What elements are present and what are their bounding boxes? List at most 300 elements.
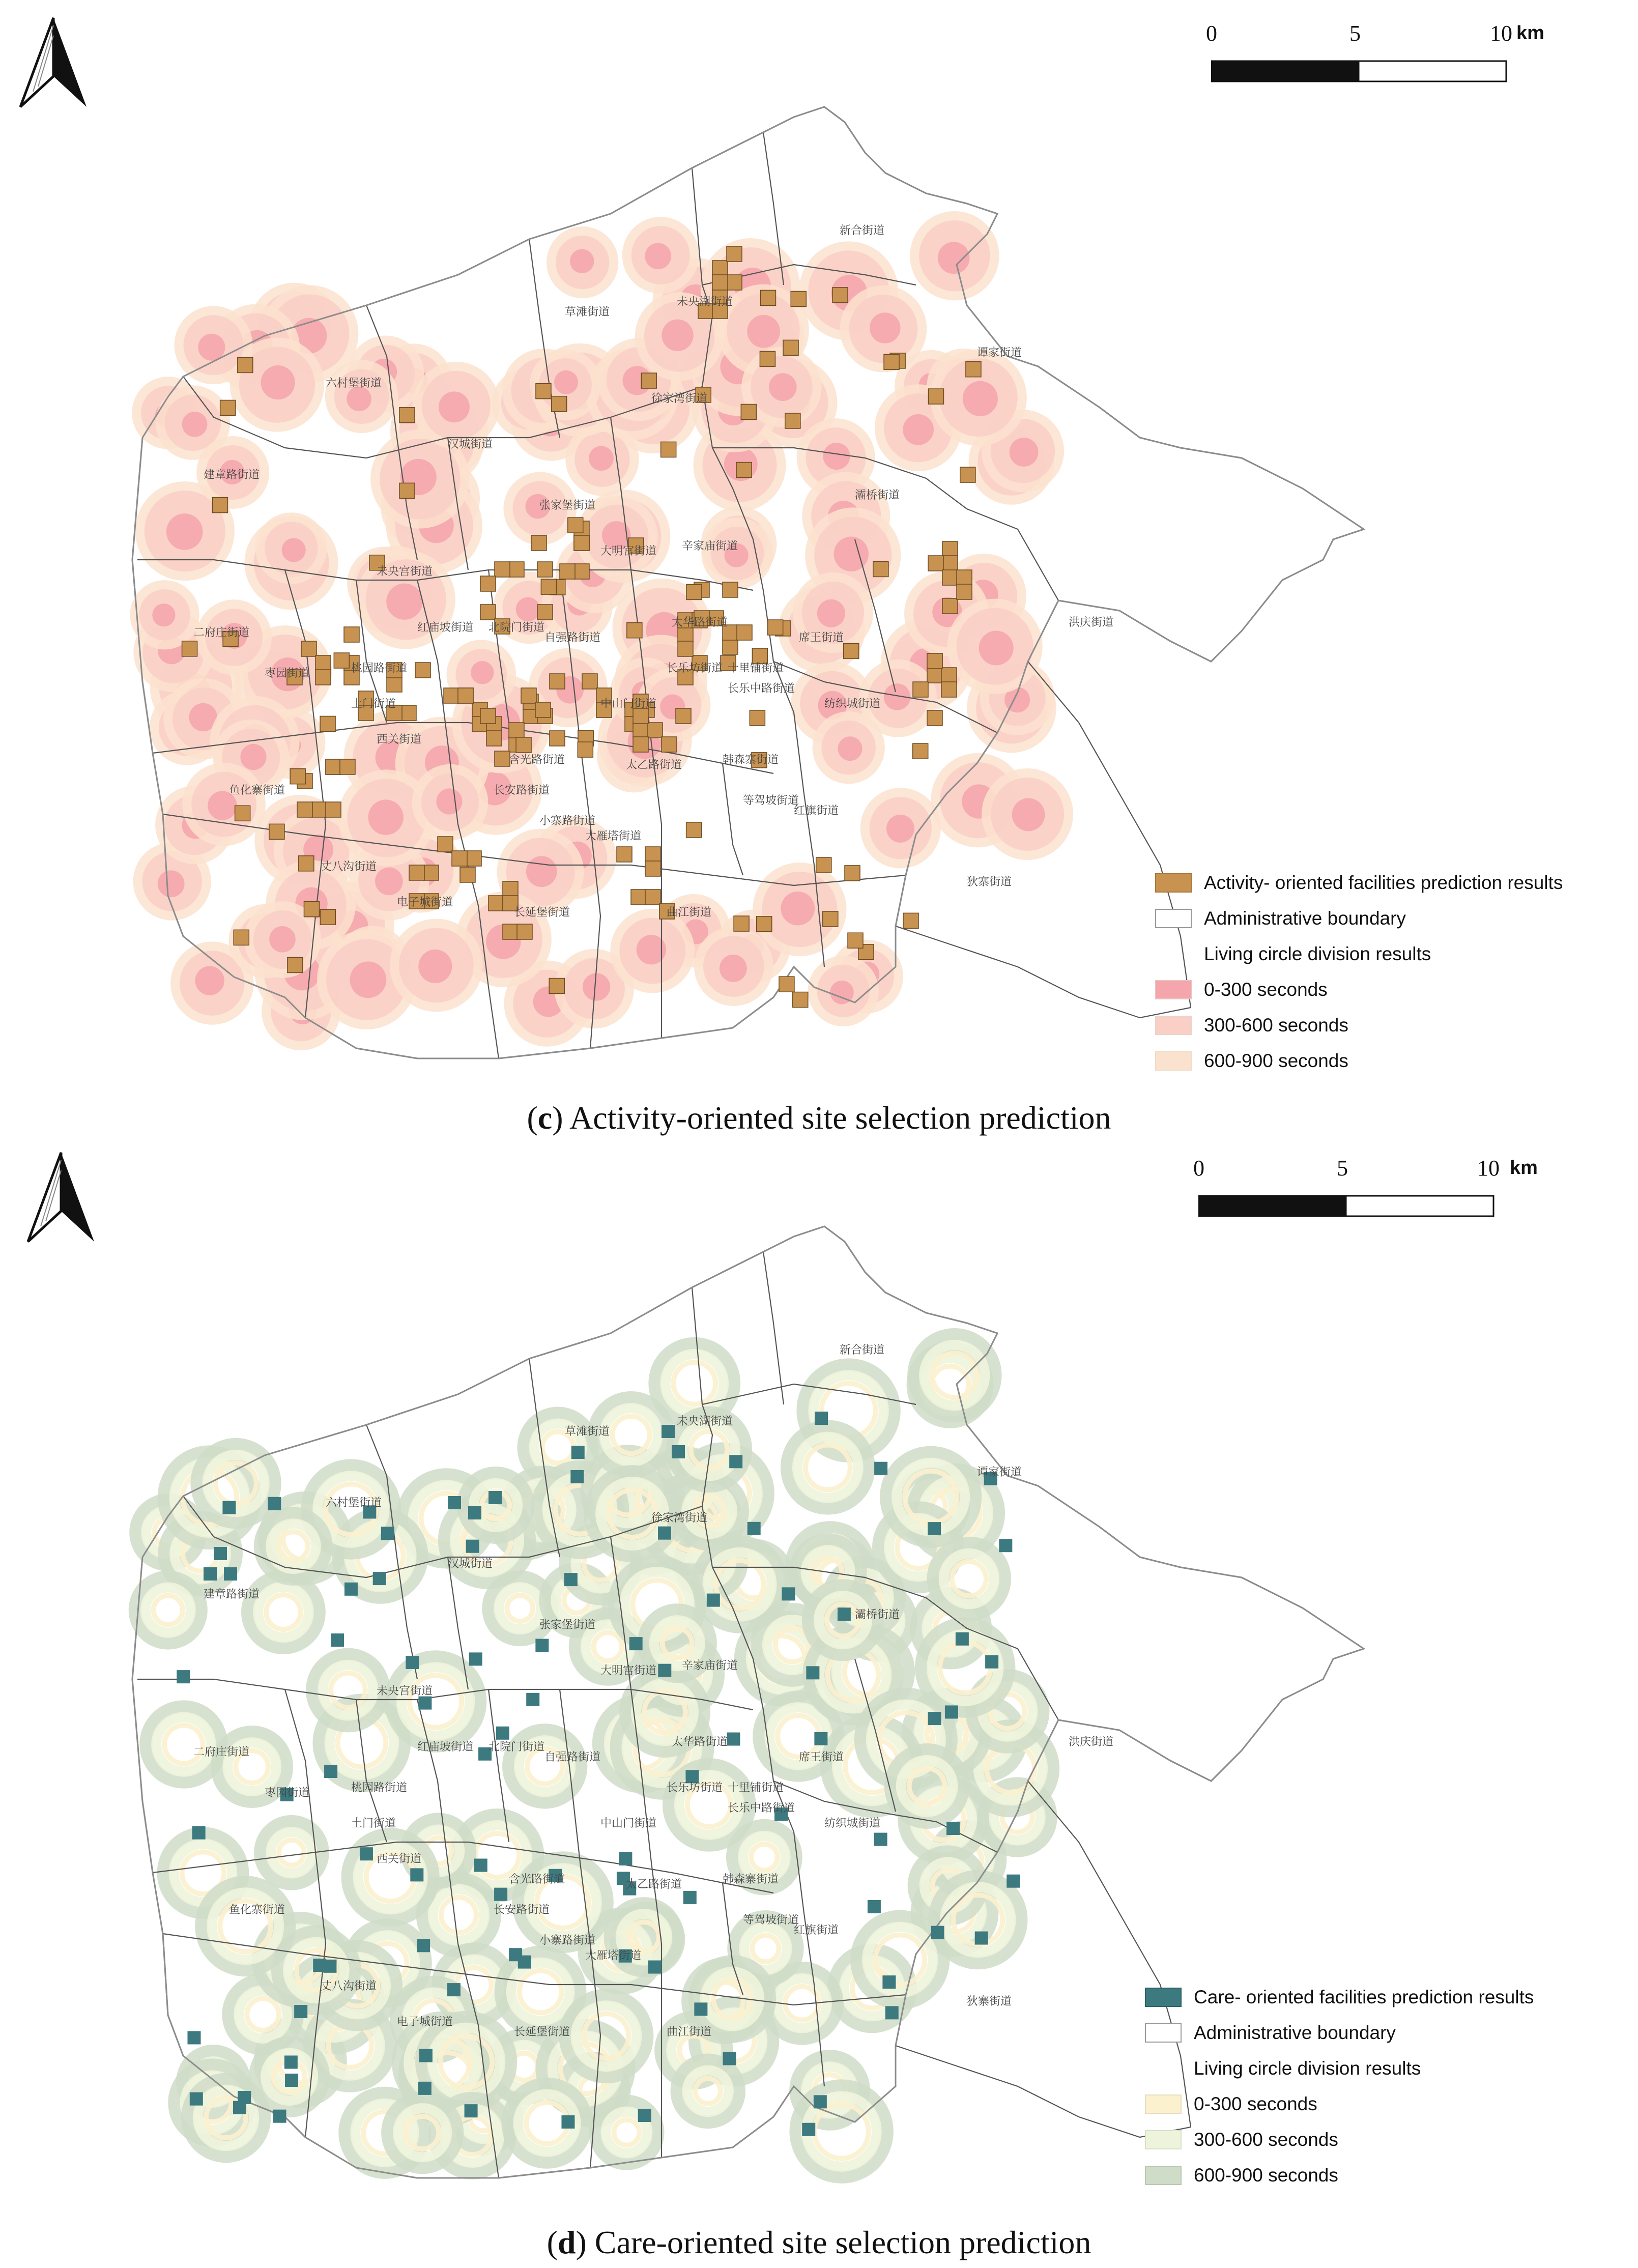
street-label: 张家堡街道: [539, 1619, 596, 1631]
living-circle-band: [870, 312, 901, 343]
facility-square: [550, 674, 565, 689]
living-circle-band: [769, 373, 797, 401]
facility-square: [447, 1983, 461, 1996]
living-circle-band: [645, 243, 671, 269]
street-label: 红旗街道: [794, 805, 839, 817]
facility-square: [574, 535, 589, 551]
facility-square: [571, 1446, 585, 1459]
facility-square: [509, 1948, 522, 1961]
facility-square: [448, 1496, 461, 1509]
street-label: 长乐坊街道: [667, 662, 723, 675]
facility-square: [627, 623, 642, 638]
street-label: 等驾坡街道: [743, 794, 799, 807]
legend-band-1-swatch: [1155, 1016, 1192, 1035]
facility-square: [768, 620, 783, 635]
caption-c: (c) Activity-oriented site selection prediction: [527, 1100, 1111, 1136]
legend-band-2-swatch: [1145, 2166, 1182, 2185]
facility-square: [672, 1445, 685, 1458]
facility-square: [315, 670, 331, 685]
street-label: 长乐中路街道: [728, 1802, 795, 1815]
street-label: 丈八沟街道: [321, 1980, 377, 1993]
facility-square: [480, 576, 496, 591]
facility-square: [928, 389, 943, 404]
facility-square: [638, 2109, 651, 2122]
legend-band-0-label: 0-300 seconds: [1194, 2093, 1317, 2114]
facility-square: [297, 802, 312, 817]
facility-square: [957, 584, 972, 599]
legend-band-0: [1155, 972, 1563, 1008]
facility-square: [793, 992, 808, 1008]
facility-square: [344, 627, 359, 642]
scale-bar: [1193, 1155, 1538, 1221]
facility-square: [578, 742, 593, 757]
facility-square: [658, 1664, 671, 1677]
district-boundary: [896, 926, 1191, 1018]
street-label: 辛家庙街道: [682, 1659, 738, 1672]
facility-square: [873, 561, 888, 577]
facility-square: [417, 1939, 430, 1952]
street-label: 北院门街道: [488, 621, 545, 634]
street-label: 电子城街道: [397, 2016, 453, 2028]
facility-square: [495, 562, 510, 577]
facility-square: [509, 562, 524, 577]
facility-square: [617, 847, 632, 862]
facility-square: [931, 1926, 944, 1939]
facility-square: [503, 924, 518, 939]
street-label: 十里铺街道: [728, 1782, 784, 1794]
street-label: 土门街道: [351, 698, 396, 710]
facility-square: [913, 743, 928, 759]
facility-square: [488, 1491, 502, 1504]
facility-square: [458, 688, 473, 703]
legend-band-1-swatch: [1145, 2130, 1182, 2149]
scale-bar: [1206, 20, 1544, 87]
facility-square: [645, 889, 660, 905]
living-circle-band: [781, 892, 815, 926]
street-label: 韩森寨街道: [723, 1873, 779, 1886]
street-label: 洪庆街道: [1069, 616, 1114, 629]
scale-unit: km: [1516, 22, 1544, 44]
facility-square: [222, 1501, 236, 1514]
street-label: 桃园路街道: [351, 662, 408, 675]
street-label: 曲江街道: [667, 906, 712, 919]
caption-d: (d) Care-oriented site selection prediction: [547, 2224, 1091, 2260]
street-label: 韩森寨街道: [723, 754, 779, 766]
street-label: 草滩街道: [565, 1425, 610, 1438]
living-circle-band: [583, 973, 610, 1000]
living-circle-band: [838, 736, 863, 761]
street-label: 曲江街道: [667, 2026, 712, 2039]
facility-square: [874, 1462, 887, 1475]
facility-square: [785, 413, 800, 428]
facility-square: [509, 723, 524, 738]
facility-square: [460, 867, 475, 882]
facility-square: [727, 246, 742, 262]
facility-square: [503, 881, 518, 897]
facility-square: [495, 751, 510, 766]
living-circle-band: [720, 955, 747, 982]
street-label: 张家堡街道: [539, 499, 596, 512]
facility-square: [760, 351, 775, 366]
street-label: 纺织城街道: [824, 1817, 881, 1830]
facility-square: [686, 822, 702, 838]
street-label: 六村堡街道: [326, 1497, 382, 1509]
living-circle-band: [439, 391, 470, 422]
street-label: 鱼化寨街道: [229, 1904, 285, 1916]
facility-square: [517, 924, 532, 939]
facility-square: [399, 483, 415, 498]
facility-square: [782, 1587, 795, 1600]
facility-square: [387, 677, 402, 692]
facility-square: [633, 708, 648, 724]
facility-square: [315, 655, 331, 671]
legend-facility: [1155, 865, 1563, 901]
facility-square: [633, 737, 648, 752]
caption-d-letter: d: [557, 2224, 576, 2260]
living-circle-band: [526, 856, 557, 887]
facility-square: [418, 2082, 432, 2095]
facility-square: [288, 958, 303, 973]
facility-square: [727, 1733, 740, 1746]
facility-square: [541, 579, 556, 594]
facility-square: [750, 710, 765, 726]
facility-square: [823, 911, 838, 927]
living-circle-band: [979, 630, 1014, 665]
legend-band-1: [1155, 1008, 1563, 1043]
facility-square: [985, 1655, 998, 1669]
facility-square: [423, 865, 439, 880]
street-label: 徐家湾街道: [651, 392, 708, 405]
facility-square: [814, 2095, 827, 2108]
street-label: 大雁塔街道: [585, 1949, 642, 1962]
facility-square: [723, 582, 738, 597]
facility-square: [658, 1527, 671, 1540]
street-label: 中山门街道: [600, 1817, 657, 1830]
street-label: 建章路街道: [204, 469, 260, 481]
facility-square: [966, 362, 981, 377]
legend: [1155, 865, 1563, 1079]
legend-boundary-swatch: [1145, 2023, 1182, 2043]
street-label: 长延堡街道: [514, 2026, 570, 2039]
facility-square: [662, 1425, 675, 1438]
facility-square: [496, 1727, 509, 1740]
facility-square: [884, 354, 899, 369]
facility-square: [480, 605, 496, 620]
facility-square: [845, 866, 860, 881]
street-label: 中山门街道: [600, 698, 657, 710]
legend-facility-swatch: [1155, 873, 1192, 893]
facility-square: [802, 2123, 815, 2136]
facility-square: [791, 292, 806, 307]
street-label: 大明宫街道: [600, 1664, 657, 1677]
street-label: 草滩街道: [565, 306, 610, 319]
street-label: 红旗街道: [794, 1924, 839, 1937]
street-label: 未央湖街道: [677, 296, 733, 308]
facility-square: [678, 627, 693, 642]
facility-square: [806, 1666, 819, 1679]
facility-square: [946, 1822, 960, 1835]
facility-square: [560, 564, 575, 579]
facility-square: [683, 1891, 697, 1904]
facility-square: [238, 357, 253, 372]
facility-square: [956, 1632, 969, 1646]
facility-square: [192, 1826, 206, 1840]
living-circle-band: [350, 961, 387, 998]
facility-square: [521, 688, 536, 703]
street-label: 长安路街道: [494, 784, 550, 797]
street-label: 徐家湾街道: [651, 1512, 708, 1525]
facility-square: [466, 1540, 479, 1553]
facility-square: [838, 1607, 851, 1621]
facility-square: [177, 1670, 190, 1683]
facility-square: [269, 824, 284, 839]
facility-square: [313, 1959, 326, 1972]
facility-square: [468, 1506, 481, 1519]
facility-square: [694, 2002, 707, 2016]
legend-band-0-swatch: [1145, 2094, 1182, 2114]
facility-square: [707, 1594, 720, 1607]
facility-square: [285, 2074, 298, 2087]
facility-square: [537, 562, 553, 577]
street-label: 红庙坡街道: [417, 1741, 474, 1754]
facility-square: [550, 731, 565, 746]
street-label: 枣园街道: [265, 667, 310, 680]
legend-band-1: [1145, 2122, 1534, 2158]
living-circle-band: [368, 799, 403, 835]
facility-square: [452, 851, 467, 866]
street-label: 灞桥街道: [855, 1609, 900, 1621]
facility-square: [418, 1697, 432, 1710]
facility-square: [814, 1732, 827, 1745]
facility-square: [516, 737, 531, 753]
living-circle-band: [386, 584, 422, 620]
facility-square: [727, 275, 742, 290]
street-label: 狄寨街道: [967, 876, 1012, 888]
facility-square: [928, 1522, 941, 1535]
legend-facility-label: Activity- oriented facilities prediction results: [1204, 872, 1563, 893]
street-label: 长安路街道: [494, 1904, 550, 1916]
living-circle-band: [269, 926, 296, 953]
street-label: 纺织城街道: [824, 698, 881, 710]
living-circle-band: [516, 597, 540, 622]
facility-square: [885, 2006, 899, 2019]
facility-square: [268, 1497, 281, 1510]
facility-square: [465, 2104, 478, 2117]
street-label: 新合街道: [840, 1344, 885, 1357]
living-circle-band: [471, 661, 494, 684]
legend-facility: [1145, 1979, 1534, 2015]
facility-square: [999, 1539, 1012, 1552]
living-circle-band: [182, 412, 208, 437]
facility-square: [942, 570, 958, 585]
facility-square: [913, 682, 928, 697]
facility-square: [235, 806, 250, 821]
caption-d-text: Care-oriented site selection prediction: [594, 2224, 1091, 2260]
legend-division-label: Living circle division results: [1194, 2058, 1421, 2079]
facility-square: [848, 933, 863, 948]
street-label: 洪庆街道: [1069, 1736, 1114, 1748]
legend: [1145, 1979, 1534, 2193]
legend-band-1-label: 300-600 seconds: [1204, 1015, 1348, 1036]
living-circle-band: [747, 315, 780, 348]
facility-square: [334, 653, 349, 668]
living-circle-band: [282, 538, 306, 562]
street-label: 狄寨街道: [967, 1995, 1012, 2008]
facility-square: [469, 1652, 482, 1666]
living-circle-band: [375, 868, 403, 896]
facility-square: [903, 913, 918, 928]
facility-square: [526, 1693, 539, 1706]
facility-square: [273, 2110, 286, 2123]
facility-square: [737, 625, 752, 640]
facility-square: [648, 1961, 662, 1974]
facility-square: [535, 702, 551, 717]
facility-square: [320, 716, 335, 731]
street-label: 未央宫街道: [377, 1685, 433, 1698]
street-label: 自强路街道: [544, 631, 601, 644]
street-label: 灞桥街道: [855, 489, 900, 502]
facility-square: [326, 802, 341, 817]
street-label: 西关街道: [377, 1853, 422, 1865]
facility-square: [942, 556, 958, 571]
facility-square: [311, 802, 327, 817]
facility-square: [734, 916, 749, 931]
facility-square: [633, 723, 648, 738]
street-label: 土门街道: [351, 1817, 396, 1830]
street-label: 新合街道: [840, 224, 885, 237]
street-label: 小寨路街道: [539, 1934, 596, 1947]
facility-square: [564, 1573, 578, 1586]
north-arrow-icon: [15, 15, 92, 112]
living-circle-band: [823, 443, 850, 470]
legend-band-1-label: 300-600 seconds: [1194, 2129, 1338, 2150]
street-label: 含光路街道: [509, 1873, 565, 1886]
facility-square: [945, 1705, 958, 1718]
scale-label-10: 10: [1477, 1156, 1500, 1181]
facility-square: [182, 641, 197, 656]
street-label: 桃园路街道: [351, 1782, 408, 1794]
facility-square: [536, 384, 551, 399]
facility-square: [678, 641, 693, 656]
facility-square: [882, 1975, 896, 1989]
facility-square: [381, 1527, 394, 1540]
facility-square: [220, 400, 236, 415]
facility-square: [401, 705, 416, 721]
facility-square: [815, 1412, 828, 1425]
facility-square: [488, 896, 504, 911]
facility-square: [410, 1868, 423, 1881]
facility-square: [712, 275, 728, 290]
facility-square: [816, 857, 831, 873]
legend-band-0: [1145, 2086, 1534, 2122]
facility-square: [360, 1847, 373, 1860]
facility-square: [561, 2115, 574, 2129]
legend-boundary-swatch: [1155, 909, 1192, 928]
scale-label-5: 5: [1337, 1156, 1348, 1181]
facility-square: [373, 1572, 386, 1585]
facility-square: [712, 261, 728, 276]
street-label: 席王街道: [799, 1751, 844, 1764]
facility-square: [723, 639, 738, 654]
facility-square: [304, 902, 319, 917]
facility-square: [619, 1852, 632, 1865]
facility-square: [645, 847, 660, 862]
living-circle-band: [589, 446, 614, 471]
facility-square: [549, 979, 564, 994]
facility-square: [686, 584, 702, 599]
street-label: 等驾坡街道: [743, 1914, 799, 1927]
street-label: 二府庄街道: [193, 626, 250, 639]
scale-unit: km: [1510, 1157, 1538, 1179]
scale-label-5: 5: [1349, 21, 1361, 46]
legend-band-2-label: 600-900 seconds: [1204, 1050, 1348, 1071]
facility-square: [645, 861, 660, 876]
street-label: 西关街道: [377, 733, 422, 746]
scale-label-10: 10: [1490, 21, 1512, 46]
facility-square: [927, 710, 942, 726]
street-label: 北院门街道: [488, 1741, 545, 1754]
street-label: 含光路街道: [509, 754, 565, 766]
facility-square: [574, 564, 589, 579]
street-label: 汉城街道: [448, 1558, 493, 1570]
living-circle-band: [963, 381, 998, 416]
facility-square: [212, 498, 227, 513]
living-circle-band: [436, 788, 462, 814]
facility-square: [331, 1633, 344, 1647]
living-circle-band: [418, 950, 452, 983]
living-circle-band: [1010, 438, 1039, 467]
street-label: 鱼化寨街道: [229, 784, 285, 797]
street-label: 谭家街道: [977, 347, 1022, 359]
facility-square: [757, 916, 772, 932]
facility-square: [570, 1470, 584, 1483]
facility-square: [1007, 1875, 1020, 1888]
facility-square: [238, 2091, 251, 2104]
facility-square: [975, 1932, 988, 1945]
facility-square: [927, 668, 942, 683]
facility-square: [631, 889, 646, 905]
facility-square: [204, 1567, 217, 1581]
street-label: 建章路街道: [204, 1588, 260, 1601]
facility-square: [415, 663, 430, 678]
facility-square: [324, 1765, 337, 1778]
facility-square: [294, 2005, 307, 2018]
facility-square: [960, 467, 975, 482]
living-circle-band: [347, 387, 371, 411]
facility-square: [647, 723, 663, 738]
caption-c-text: Activity-oriented site selection prediction: [569, 1100, 1111, 1136]
facility-square: [752, 648, 767, 664]
legend-band-2: [1155, 1043, 1563, 1079]
facility-square: [344, 1583, 358, 1596]
living-circle-band: [158, 870, 185, 897]
legend-band-2: [1145, 2158, 1534, 2193]
facility-square: [290, 769, 305, 784]
facility-square: [299, 856, 314, 871]
legend-boundary: [1155, 901, 1563, 936]
living-circle-band: [166, 513, 203, 550]
facility-square: [741, 404, 756, 419]
facility-square: [629, 1637, 643, 1650]
facility-square: [326, 759, 341, 774]
legend-boundary: [1145, 2015, 1534, 2051]
facility-square: [480, 708, 496, 724]
legend-band-2-label: 600-900 seconds: [1194, 2165, 1338, 2186]
facility-square: [941, 668, 957, 683]
facility-square: [927, 653, 942, 669]
facility-square: [736, 463, 752, 478]
facility-square: [320, 909, 335, 925]
